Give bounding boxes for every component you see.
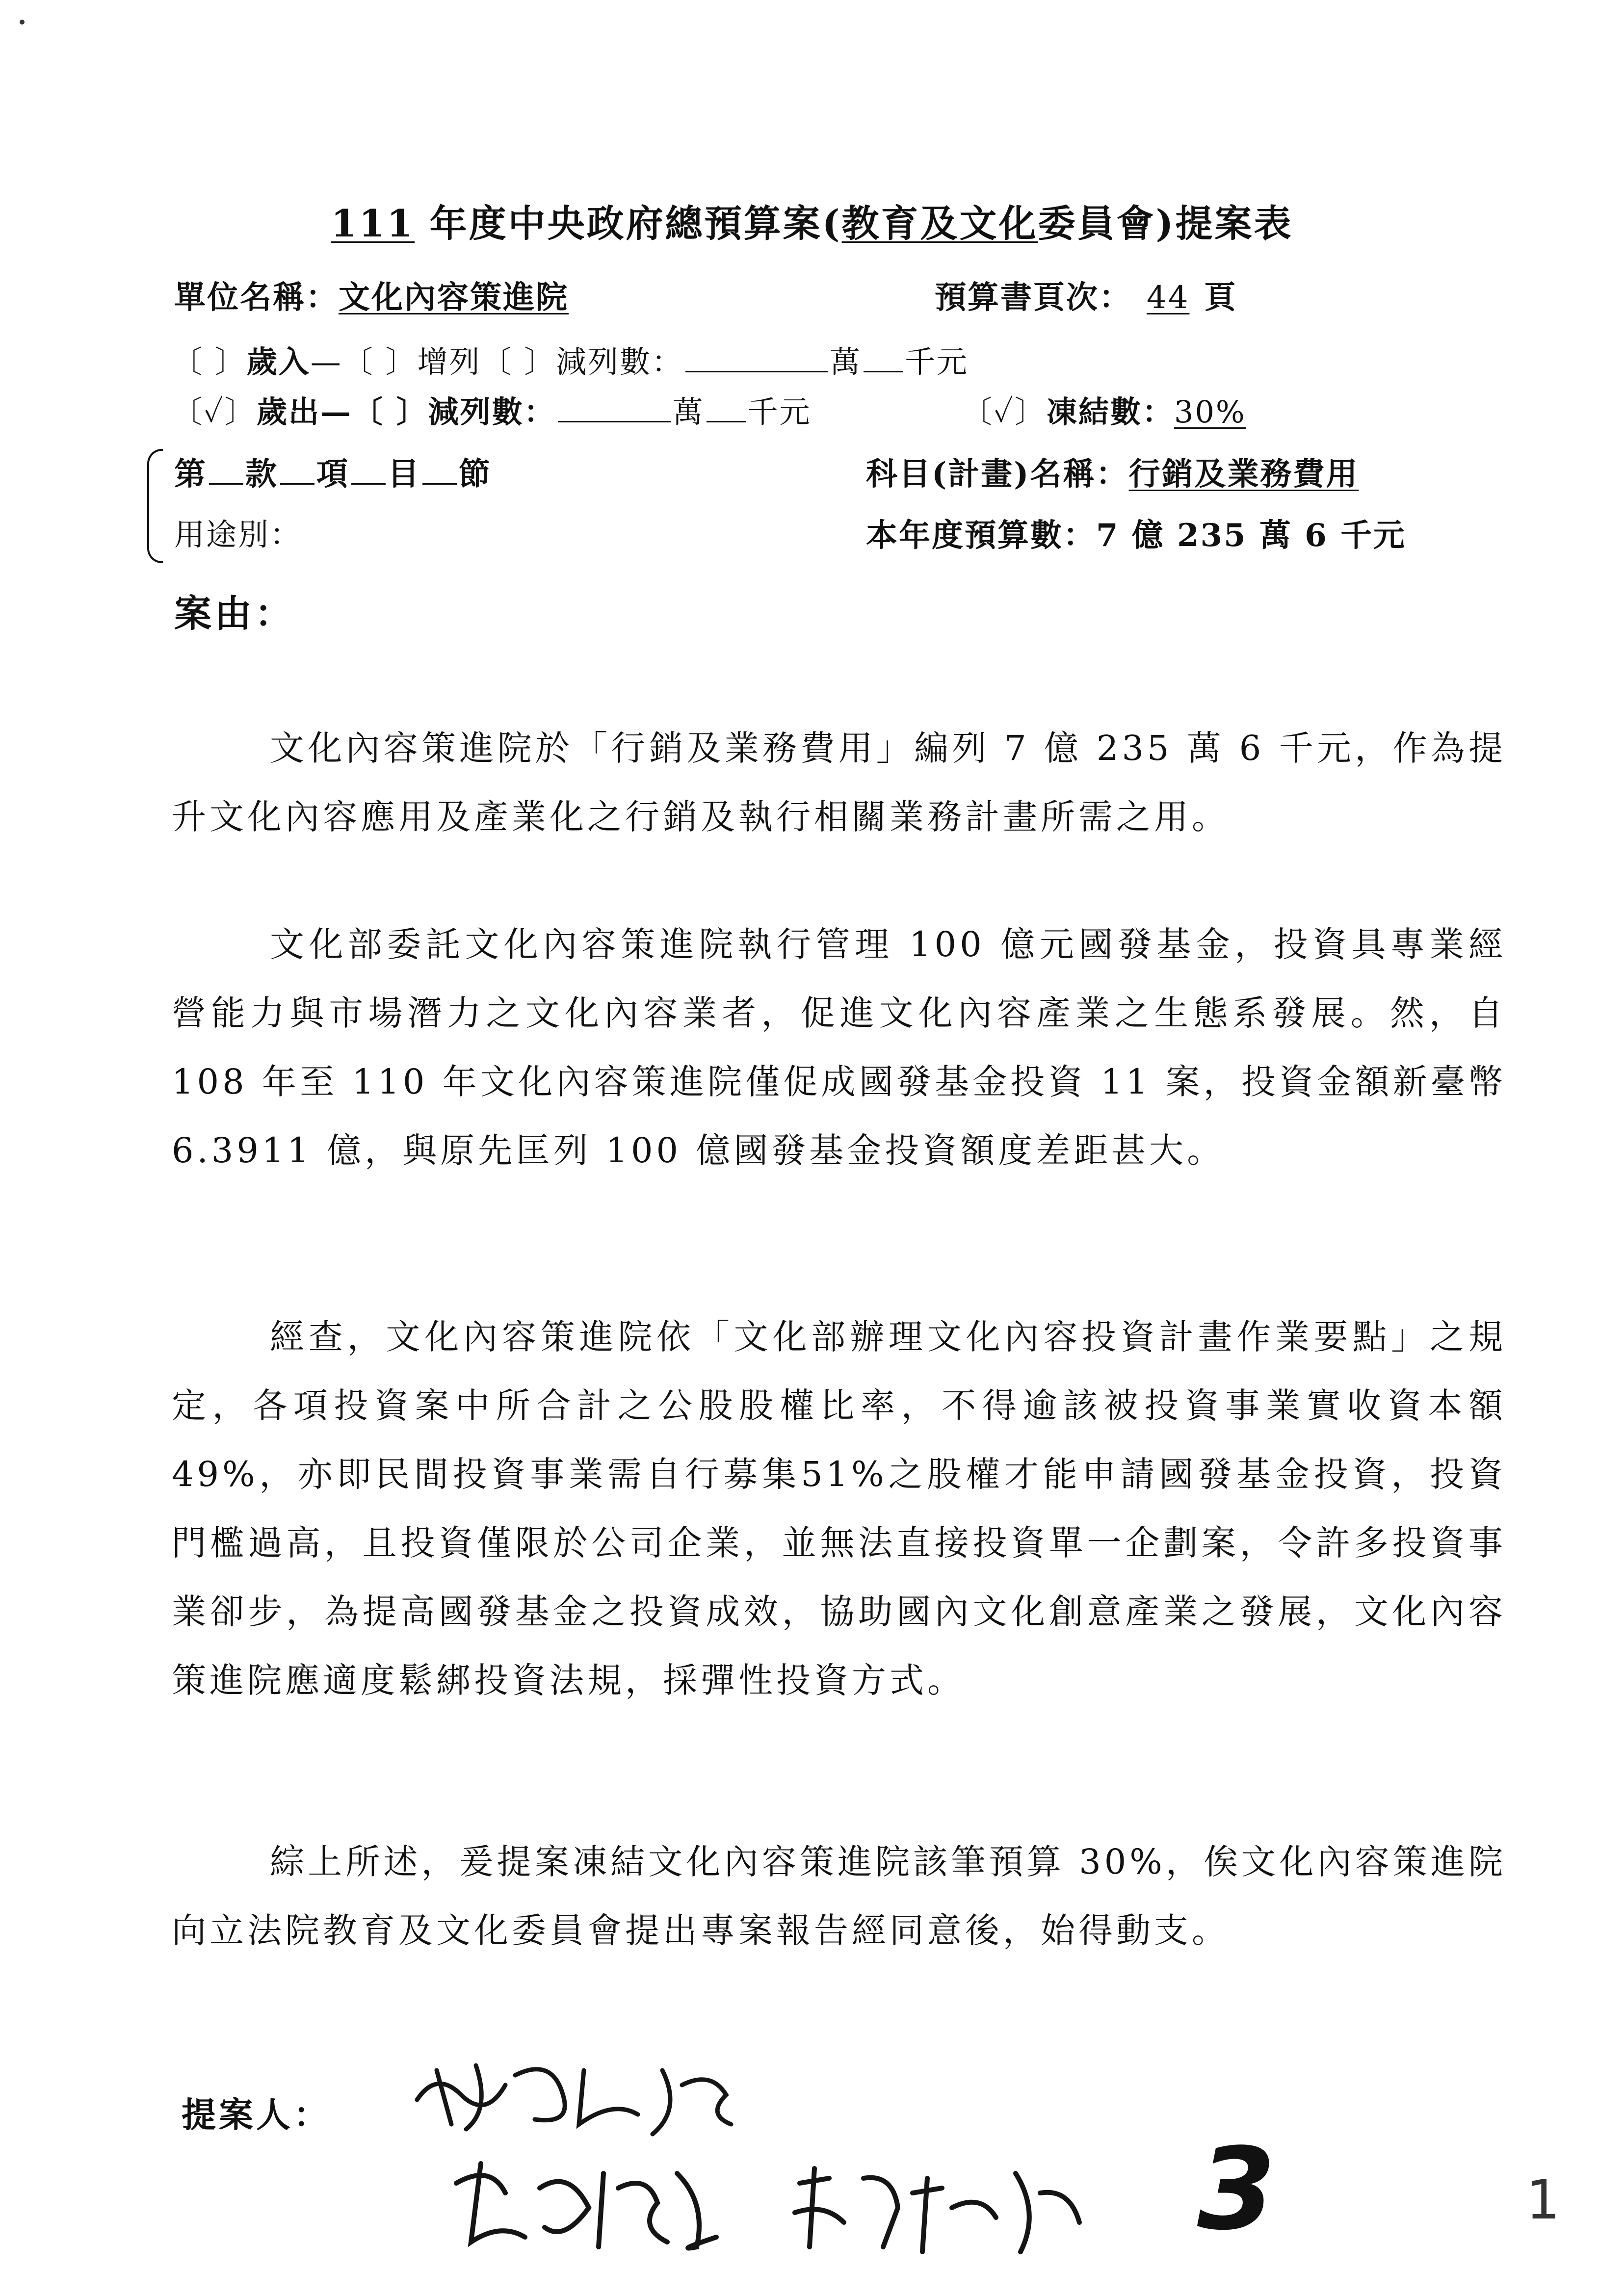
freeze-prefix: 〔✓〕 xyxy=(962,394,1047,430)
kuan-blank xyxy=(209,456,243,485)
title-part1: 年度中央政府總預算案( xyxy=(415,202,842,245)
classification-brace xyxy=(147,449,163,563)
income-qian-blank xyxy=(864,343,903,372)
subject-value: 行銷及業務費用 xyxy=(1128,456,1359,493)
page-label: 預算書頁次： xyxy=(935,279,1132,316)
paragraph-4: 綜上所述，爰提案凍結文化內容策進院該筆預算 30%，俟文化內容策進院向立法院教育及文化委員會提出專案報告經同意後，始得動支。 xyxy=(172,1842,1506,1951)
corner-mark xyxy=(20,20,25,25)
income-wan: 萬 xyxy=(830,344,862,380)
expense-prefix: 〔✓〕 xyxy=(172,394,257,430)
unit-value: 文化內容策進院 xyxy=(339,279,569,316)
expense-rest: —〔 〕減列數： xyxy=(320,394,556,430)
usage-label: 用途別： xyxy=(174,517,302,552)
jie-label: 節 xyxy=(459,456,492,493)
expense-line xyxy=(172,388,812,431)
income-rest: —〔 〕增列〔 〕減列數： xyxy=(310,344,684,380)
freeze-value: 30% xyxy=(1174,394,1246,430)
paragraph-3: 經查，文化內容策進院依「文化部辦理文化內容投資計畫作業要點」之規定，各項投資案中所合計之公股股權比率，不得逾該被投資事業實收資本額49%，亦即民間投資事業需自行募集51%之股權才能申請國發基金投資，投資門檻過高，且投資僅限於公司企業，並無法直接投資單一企劃案，令許多投資事業卻步，為提高國發基金之投資成效，協助國內文化創意產業之發展，文化內容策進院應適度鬆綁投資法規，採彈性投資方式。 xyxy=(172,1317,1506,1700)
expense-qian: 千元 xyxy=(747,394,812,430)
expense-label: 歲出 xyxy=(257,394,321,430)
xiang-label: 項 xyxy=(316,456,349,493)
expense-wan-blank xyxy=(558,393,671,422)
annual-budget-label: 本年度預算數： xyxy=(866,517,1096,554)
signature-2 xyxy=(442,2144,736,2262)
usage-line xyxy=(174,510,302,554)
reason-label: 案由： xyxy=(174,592,295,635)
mu-label: 目 xyxy=(388,456,420,493)
proposer-label: 提案人： xyxy=(182,2094,331,2135)
expense-wan: 萬 xyxy=(672,394,705,430)
annual-budget-line xyxy=(866,510,1406,555)
kuan-label: 款 xyxy=(245,456,278,493)
classification-line xyxy=(174,449,492,494)
unit-line xyxy=(174,272,569,317)
unit-label: 單位名稱： xyxy=(174,279,339,316)
expense-qian-blank xyxy=(707,393,746,422)
page-value: 44 xyxy=(1147,280,1190,316)
di-label: 第 xyxy=(174,456,207,493)
income-prefix: 〔 〕 xyxy=(172,344,247,380)
freeze-label: 凍結數： xyxy=(1047,394,1175,430)
signature-1-stroke xyxy=(417,2065,731,2134)
paragraph-2: 文化部委託文化內容策進院執行管理 100 億元國發基金，投資具專業經營能力與市場潛力之文化內容業者，促進文化內容產業之生態系發展。然，自 108 年至 110 年文化內容策進院僅促成國發基金投資 11 案，投資金額新臺幣 6.3911 億，與原先匡列 100 億國發基金投資額度差距甚大。 xyxy=(172,924,1506,1171)
income-qian: 千元 xyxy=(905,344,969,380)
page-ref-line xyxy=(935,272,1237,317)
page-suffix: 頁 xyxy=(1204,279,1237,316)
annual-budget-value: 7 億 235 萬 6 千元 xyxy=(1096,517,1407,554)
signature-3-stroke xyxy=(795,2168,1079,2252)
income-line xyxy=(172,338,969,381)
income-label: 歲入 xyxy=(246,344,311,380)
signature-count: 3 xyxy=(1197,2124,1276,2255)
signature-3 xyxy=(785,2149,1089,2262)
page-title xyxy=(0,194,1624,247)
subject-line xyxy=(866,449,1359,494)
title-committee: 教育及文化 xyxy=(841,202,1038,245)
title-part2: 委員會)提案表 xyxy=(1038,202,1293,245)
jie-blank xyxy=(422,456,457,485)
title-year: 111 xyxy=(331,202,415,245)
xiang-blank xyxy=(280,456,314,485)
margin-mark: 1 xyxy=(1526,2168,1560,2231)
paragraph-1: 文化內容策進院於「行銷及業務費用」編列 7 億 235 萬 6 千元，作為提升文化內容應用及產業化之行銷及執行相關業務計畫所需之用。 xyxy=(172,728,1506,837)
income-wan-blank xyxy=(685,343,828,372)
freeze-line xyxy=(962,388,1246,431)
signature-2-stroke xyxy=(456,2164,716,2248)
subject-label: 科目(計畫)名稱： xyxy=(866,456,1129,493)
mu-blank xyxy=(351,456,386,485)
signature-1 xyxy=(407,2041,751,2139)
